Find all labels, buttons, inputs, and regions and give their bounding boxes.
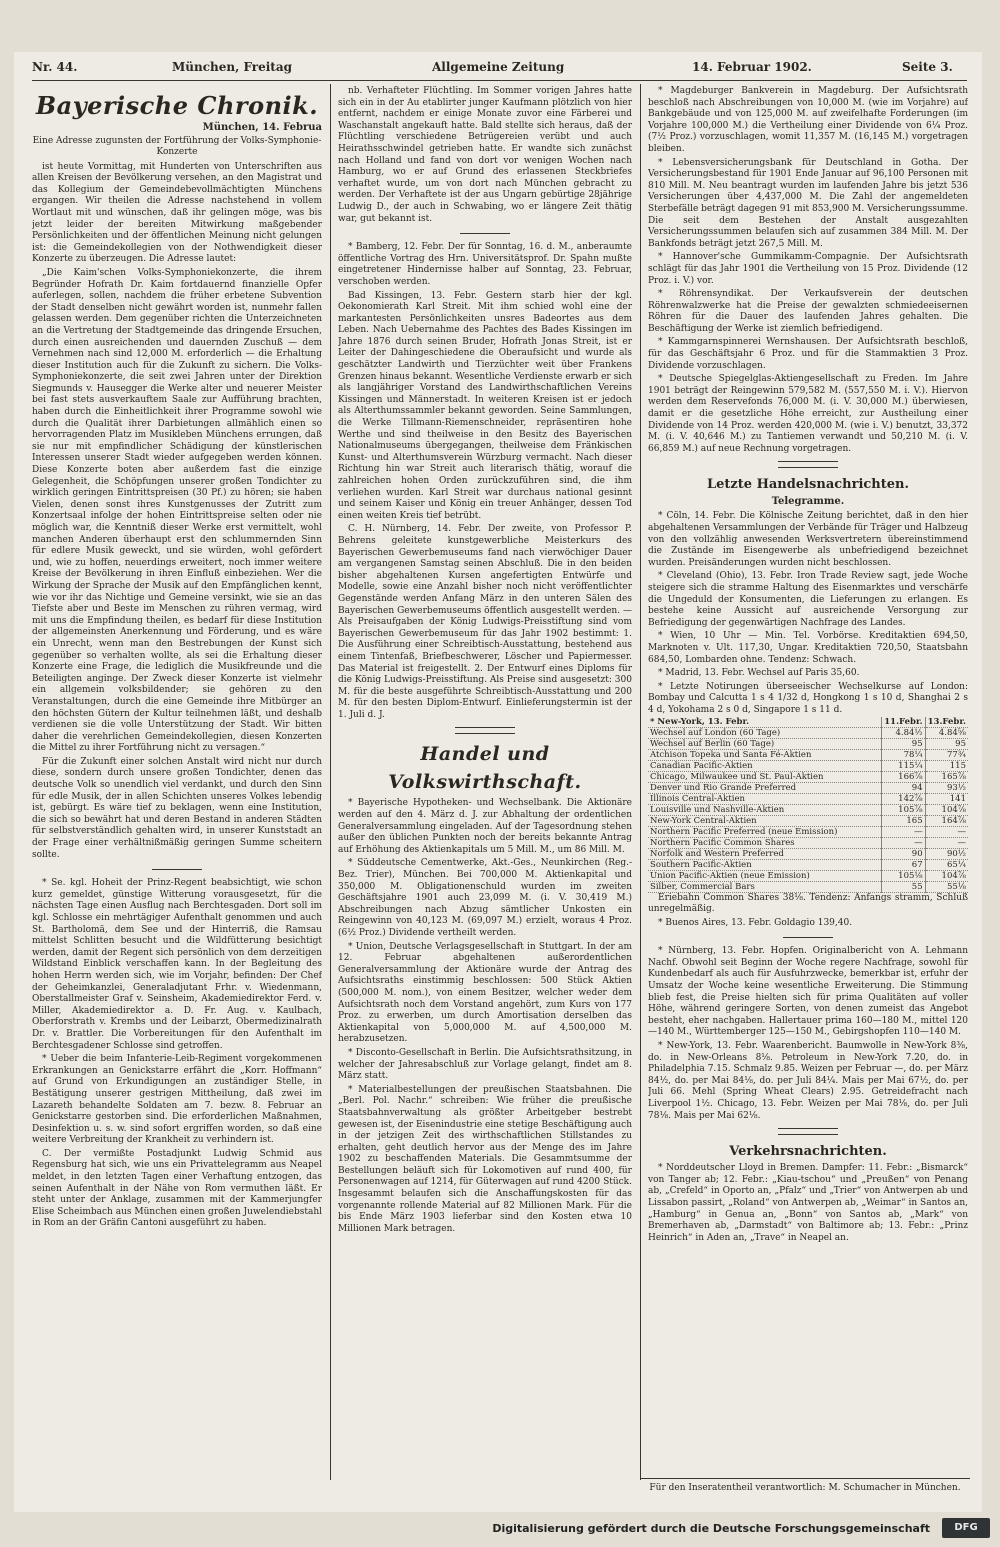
column-1 <box>32 86 322 1486</box>
new-york-rates-table <box>648 717 968 893</box>
table-row <box>648 749 968 760</box>
table-row <box>648 815 968 826</box>
section-title-latest-trade-news: Letzte Handelsnachrichten. <box>706 477 910 493</box>
section-title-bavarian-chronicle: Bayerische Chronik. <box>35 91 319 120</box>
rate-label: Canadian Pacific-Aktien <box>648 760 882 771</box>
column-2 <box>338 86 632 1486</box>
rate-value: 78¼ <box>882 749 925 760</box>
rate-label: Union Pacific-Aktien (neue Emission) <box>648 870 882 881</box>
article-paragraph: * Madrid, 13. Febr. Wechsel auf Paris 35,60. <box>658 668 860 679</box>
article-paragraph: * New-York, 13. Febr. Waarenbericht. Baumwolle in New-York 8⅜, do. in New-Orleans 8⅛. Petroleum in New-York 7.20, do. in Philadelphia 7.15. Schmalz 9.85. Weizen per Februar —, do. per März 84½, do. per Mai 84⅛, do. per Juli 84¼. Mais per Mai 67½, do. per Juli 66. Mehl (Spring Wheat Clears) 2.95. Getreidefracht nach Liverpool 1½. Chicago, 13. Febr. Weizen per Mai 78⅛, do. per Juli 78⅛. Mais per Mai 62⅛. <box>648 1041 968 1121</box>
rate-value: 4.84⅝ <box>925 727 968 738</box>
place-day: München, Freitag <box>172 60 293 74</box>
article-paragraph: * Union, Deutsche Verlagsgesellschaft in Stuttgart. In der am 12. Februar abgehaltenen außerordentlichen Generalversammlung der Aktionäre wurde der Antrag des Aufsichtsraths einstimmig beschlossen: 500 Stück Aktien (500,000 M. nom.), von einem Besitzer, welcher weder dem Aufsichtsrath noch dem Vorstand angehört, zum Kurs von 177 Proz. zu erwerben, um durch Amortisation derselben das Aktienkapital von 5,000,000 M. auf 4,500,000 M. herabzusetzen. <box>338 941 632 1045</box>
table-row <box>648 870 968 881</box>
table-header-row <box>648 717 968 728</box>
column-header: 13.Febr. <box>925 717 968 728</box>
table-row <box>648 738 968 749</box>
table-row <box>648 859 968 870</box>
rate-value: — <box>925 837 968 848</box>
article-paragraph: * Röhrensyndikat. Der Verkaufsverein der deutschen Röhrenwalzwerke hat die Preise der gewalzten schmiedeeisernen Röhren für die Dauer des laufenden Jahres gehalten. Die Beschäftigung der Werke ist ziemlich befriedigend. <box>648 289 968 334</box>
table-row <box>648 793 968 804</box>
rate-value: 65¼ <box>925 859 968 870</box>
rate-value: 142⅞ <box>882 793 925 804</box>
rates-note: Eriebahn Common Shares 38⅛. Tendenz: Anfangs stramm, Schluß unregelmäßig. <box>648 892 968 915</box>
rate-label: Denver und Rio Grande Preferred <box>648 782 882 793</box>
article-paragraph: ist heute Vormittag, mit Hunderten von Unterschriften aus allen Kreisen der Bevölkerung versehen, an den Magistrat und das Kollegium der Gemeindebevollmächtigten Münchens ergangen. Wir theilen die Adresse nachstehend in vollem Wortlaut mit und wünschen, daß ihr gelingen möge, was bis jetzt leider der bereiten Mitwirkung maßgebender Persönlichkeiten und der öffentlichen Meinung nicht gelungen ist: die Gemeindekollegien von der Nothwendigkeit dieser Konzerte zu überzeugen. Die Adresse lautet: <box>32 161 322 265</box>
article-paragraph: * Nürnberg, 13. Febr. Hopfen. Originalbericht von A. Lehmann Nachf. Obwohl seit Beginn der Woche regere Nachfrage, sowohl für Kundenbedarf als auch für Ausfuhrzwecke, bemerkbar ist, erfuhr der Umsatz der Woche keine wesentliche Erweiterung. Die Stimmung blieb fest, die Preise hielten sich für prima Qualitäten auf voller Höhe, während geringere Sorten, von denen zumeist das Angebot besteht, eher nachgaben. Hallertauer prima 160—180 M., mittel 120—140 M., Württemberger 125—150 M., Gebirgshopfen 110—140 M. <box>648 946 968 1038</box>
dfg-logo <box>942 1518 990 1538</box>
section-title-traffic-news: Verkehrsnachrichten. <box>729 1144 887 1160</box>
article-paragraph: * Bayerische Hypotheken- und Wechselbank. Die Aktionäre werden auf den 4. März d. J. zur Abhaltung der ordentlichen Generalversammlung eingeladen. Auf der Tagesordnung stehen außer den üblichen Punkten noch der bereits bekannte Antrag auf Erhöhung des Aktienkapitals um 5 Mill. M., um 86 Mill. M. <box>338 798 632 855</box>
footer-rule <box>640 1478 970 1479</box>
rate-value: 166⅞ <box>882 771 925 782</box>
rate-value: 115¼ <box>882 760 925 771</box>
article-paragraph: * Kammgarnspinnerei Wernshausen. Der Aufsichtsrath beschloß, für das Geschäftsjahr 6 Proz. und für die Stammaktien 3 Proz. Dividende vorzuschlagen. <box>648 337 968 371</box>
article-paragraph: * Se. kgl. Hoheit der Prinz-Regent beabsichtigt, wie schon kurz gemeldet, günstige Witterung vorausgesetzt, für die nächsten Tage einen Ausflug nach Berchtesgaden. Dort soll im kgl. Schlosse ein mehrtägiger Aufenthalt genommen und auch St. Bartholomä, dem See und der Hinterriß, die Ramsau mittelst Schlitten besucht und die Wildfütterung besichtigt werden, damit der Regent sich persönlich von dem derzeitigen Wildstand Einblick verschaffen kann. In der Begleitung des hohen Herrn werden sich, wie im Vorjahr, befinden: Der Chef der Geheimkanzlei, Generaladjutant Frhr. v. Wiedenmann, Oberstallmeister Graf v. Seinsheim, Akademiedirektor Ferd. v. Miller, Akademiedirektor a. D. Fr. Aug. v. Kaulbach, Oberforstrath v. Krembs und der Leibarzt, Obermedizinalrath Dr. v. Brattler. Die Vorbereitungen für den Aufenthalt im Berchtesgadener Schlosse sind getroffen. <box>32 878 322 1051</box>
rate-value: — <box>882 837 925 848</box>
ornament-rule <box>778 1128 838 1135</box>
article-paragraph: * Bamberg, 12. Febr. Der für Sonntag, 16. d. M., anberaumte öffentliche Vortrag des Hrn. Universitätsprof. Dr. Spahn mußte eingetretener Hindernisse halber auf Sonntag, 23. Februar, verschoben werden. <box>338 242 632 287</box>
rate-value: 93½ <box>925 782 968 793</box>
rate-value: — <box>882 826 925 837</box>
article-paragraph: * Letzte Notirungen überseeischer Wechselkurse auf London: Bombay und Calcutta 1 s 4 1/32 d, Hongkong 1 s 10 d, Shanghai 2 s 4 d, Yokohama 2 s 0 d, Singapore 1 s 11 d. <box>648 681 968 715</box>
page-header <box>32 58 967 78</box>
rate-value: 55 <box>882 881 925 892</box>
article-paragraph: * Süddeutsche Cementwerke, Akt.-Ges., Neunkirchen (Reg.-Bez. Trier), München. Bei 700,000 M. Aktienkapital und 350,000 M. Obligationenschuld wurden im zweiten Geschäftsjahre 1901 auch 23,099 M. (i. V. 30,419 M.) Abschreibungen nach Abzug sämtlicher Unkosten ein Reingewinn von 40,123 M. (69,097 M.) erzielt, woraus 4 Proz. (6½ Proz.) Dividende vertheilt werden. <box>338 858 632 938</box>
rate-value: 90½ <box>925 848 968 859</box>
rate-label: Southern Pacific-Aktien <box>648 859 882 870</box>
rate-value: 115 <box>925 760 968 771</box>
rates-body <box>648 727 968 892</box>
table-row <box>648 760 968 771</box>
divider <box>152 869 202 870</box>
article-paragraph: * Magdeburger Bankverein in Magdeburg. Der Aufsichtsrath beschloß nach Abschreibungen von 10,000 M. (wie im Vorjahre) auf Bankgebäude und von 125,000 M. auf zweifelhafte Forderungen (im Vorjahre 100,000 M.) die Vertheilung einer Dividende von 6¼ Proz. (7½ Proz.) vorzuschlagen, womit 11,357 M. (16,145 M.) vorgetragen bleiben. <box>648 86 968 154</box>
rate-label: Wechsel auf London (60 Tage) <box>648 727 882 738</box>
rate-value: 164⅞ <box>925 815 968 826</box>
article-paragraph: * Materialbestellungen der preußischen Staatsbahnen. Die „Berl. Pol. Nachr.“ schreiben: Wie früher die preußische Staatsbahnverwaltung als größter Arbeitgeber bestrebt gewesen ist, der Eisenindustrie eine stetige Beschäftigung auch in der jetzigen Zeit des wirthschaftlichen Stillstandes zu erhalten, geht deutlich hervor aus der Menge des im Jahre 1902 zu beschaffenden Materials. Die Gesammtsumme der Bestellungen beläuft sich für Lokomotiven auf rund 400, für Personenwagen auf 1214, für Güterwagen auf rund 4200 Stück. Insgesammt belaufen sich die Anschaffungskosten für das vorgenannte rollende Material auf 82 Millionen Mark. Für die bis Ende März 1903 lieferbar sind den Kosten etwa 10 Millionen Mark betragen. <box>338 1084 632 1234</box>
dateline: München, 14. Februa <box>202 122 322 133</box>
issue-number: Nr. 44. <box>32 60 78 74</box>
article-paragraph: Für die Zukunft einer solchen Anstalt wird nicht nur durch diese, sondern durch unsere großen Tondichter, denen das deutsche Volk so unendlich viel verdankt, und durch den Sinn für edle Musik, der in allen Schichten unseres Volkes lebendig ist, gebürgt. Es wäre tief zu beklagen, wenn eine Institution, die sich so bewährt hat und deren Bestand in anderen Städten für selbstverständlich gehalten wird, in unserer Kunststadt an der Frage einer verhältnißmäßig geringen Summe scheitern sollte. <box>32 756 322 860</box>
rate-value: 95 <box>925 738 968 749</box>
article-paragraph: Bad Kissingen, 13. Febr. Gestern starb hier der kgl. Oekonomierath Karl Streit. Mit ihm schied wohl eine der markantesten Persönlichkeiten unsres Badeortes aus dem Leben. Nach Uebernahme des Pachtes des Bades Kissingen im Jahre 1876 durch seinen Bruder, Hofrath Jonas Streit, ist er Leiter der Dahingeschiedene die Oberaufsicht und wurde als geschätzter Landwirth und Tierzüchter weit über Frankens Grenzen hinaus bekannt. Wesentliche Verdienste erwarb er sich als langjähriger Vorstand des Landwirthschaftlichen Vereins Kissingen und Männerstadt. In weiteren Kreisen ist er jedoch als Alterthumssammler bekannt geworden. Seine Sammlungen, die Werke Tillmann-Riemenschneider, repräsentiren hohe Werthe und sind theilweise in den Besitz des Bayerischen Nationalmuseums übergegangen, theilweise dem Fränkischen Kunst- und Alterthumsverein Würzburg vermacht. Nach dieser Richtung hin war Streit auch literarisch thätig, worauf die zahlreichen hohen Orden zurückzuführen sind, die ihm verliehen wurden. Karl Streit war durchaus national gesinnt und seinem Kaiser und König ein treuer Anhänger, dessen Tod einen weiten Kreis tief betrübt. <box>338 290 632 521</box>
page-number: Seite 3. <box>902 60 953 74</box>
rate-value: 77¾ <box>925 749 968 760</box>
article-paragraph: C. H. Nürnberg, 14. Febr. Der zweite, von Professor P. Behrens geleitete kunstgewerbliche Meisterkurs des Bayerischen Gewerbemuseums fand nach vierwöchiger Dauer am vergangenen Samstag seinen Abschluß. Die in den beiden bisher abgehaltenen Kursen angefertigten Entwürfe und Modelle, sowie eine Anzahl bisher noch nicht veröffentlichter Gegenstände werden Anfang März in den unteren Sälen des Bayerischen Gewerbemuseums öffentlich ausgestellt werden. — Als Preisaufgaben der König Ludwigs-Preisstiftung sind vom Bayerischen Gewerbemuseum für das Jahr 1902 bestimmt: 1. Die Ausführung einer Schreibtisch-Ausstattung, bestehend aus einem Tintenfaß, Briefbeschwerer, Löscher und Papiermesser. Das Material ist freigestellt. 2. Der Entwurf eines Diploms für die König Ludwigs-Preisstiftung. Als Preise sind ausgesetzt: 300 M. für die beste ausgeführte Schreibtisch-Ausstattung und 200 M. für den besten Diplom-Entwurf. Einlieferungstermin ist der 1. Juli d. J. <box>338 524 632 720</box>
article-paragraph: * Hannover'sche Gummikamm-Compagnie. Der Aufsichtsrath schlägt für das Jahr 1901 die Vertheilung von 15 Proz. Dividende (12 Proz. i. V.) vor. <box>648 252 968 286</box>
rate-value: 67 <box>882 859 925 870</box>
column-header: 11.Febr. <box>882 717 925 728</box>
rate-value: 105⅞ <box>882 804 925 815</box>
article-paragraph: nb. Verhafteter Flüchtling. Im Sommer vorigen Jahres hatte sich ein in der Au etablirter junger Kaufmann plötzlich von hier entfernt, nachdem er einige Monate zuvor eine Färberei und Waschanstalt angekauft hatte. Bald stellte sich heraus, daß der Flüchtling verschiedene Betrügereien verübt und auch Heirathsschwindel getrieben hatte. Er wandte sich zunächst nach Holland und fand von dort vor wenigen Wochen nach Hamburg, wo er auf Grund des erlassenen Steckbriefes verhaftet wurde, um von dort nach München gebracht zu werden. Der Verhaftete ist der aus Ungarn gebürtige 28jährige Ludwig D., der auch in Schwabing, wo er längere Zeit thätig war, gut bekannt ist. <box>338 86 632 224</box>
ornament-rule <box>455 727 515 734</box>
article-paragraph: * Lebensversicherungsbank für Deutschland in Gotha. Der Versicherungsbestand für 1901 Ende Januar auf 96,100 Personen mit 810 Mill. M. Neu beantragt wurden im laufenden Jahre bis jetzt 536 Versicherungen über 4,437,000 M. Die Zahl der angemeldeten Sterbefälle beträgt dagegen 91 mit 853,900 M. Versicherungssumme. Die seit dem Bestehen der Anstalt ausgezahlten Versicherungssummen belaufen sich auf zusammen 384 Mill. M. Der Bankfonds beträgt jetzt 267,5 Mill. M. <box>648 157 968 249</box>
column-divider-1 <box>330 84 331 1480</box>
rate-value: — <box>925 826 968 837</box>
digitization-credit: Digitalisierung gefördert durch die Deutsche Forschungsgemeinschaft <box>492 1522 930 1535</box>
rate-value: 104⅞ <box>925 870 968 881</box>
imprint-line: Für den Inseratentheil verantwortlich: M. Schumacher in München. <box>649 1483 961 1493</box>
ornament-rule <box>778 461 838 468</box>
rate-value: 165⅞ <box>925 771 968 782</box>
article-paragraph: * Norddeutscher Lloyd in Bremen. Dampfer: 11. Febr.: „Bismarck“ von Tanger ab; 12. Febr.: „Kiau-tschou“ und „Preußen“ von Penang ab, „Crefeld“ in Oporto an, „Pfalz“ und „Trier“ von Antwerpen ab und Lissabon passirt, „Roland“ von Antwerpen ab, „Weimar“ in Santos an, „Hamburg“ in Genua an, „Bonn“ von Santos ab, „Mark“ von Bremerhaven ab, „Darmstadt“ von Baltimore ab; 13. Febr.: „Prinz Heinrich“ in Aden an, „Trave“ in Neapel an. <box>648 1163 968 1243</box>
article-paragraph: * Deutsche Spiegelglas-Aktiengesellschaft zu Freden. Im Jahre 1901 beträgt der Reingewinn 579,582 M. (557,550 M. i. V.). Hiervon werden dem Reservefonds 76,000 M. (i. V. 30,000 M.) überwiesen, damit er die gesetzliche Höhe erreicht, zur Austheilung einer Dividende von 14 Proz. werden 420,000 M. (wie i. V.) benutzt, 33,372 M. (i. V. 40,646 M.) zu Tantiemen verwandt und 50,210 M. (i. V. 66,859 M.) auf neue Rechnung vorgetragen. <box>648 374 968 454</box>
rate-value: 55⅛ <box>925 881 968 892</box>
column-3 <box>648 86 968 1476</box>
rate-value: 4.84½ <box>882 727 925 738</box>
article-paragraph: * Cöln, 14. Febr. Die Kölnische Zeitung berichtet, daß in den hier abgehaltenen Versammlungen der Verbände für Träger und Halbzeug von den vollzählig anwesenden Werksvertretern übereinstimmend die Zustände im Eisengewerbe als unbefriedigend bezeichnet wurden. Preisänderungen wurden nicht beschlossen. <box>648 511 968 568</box>
table-row <box>648 837 968 848</box>
table-row <box>648 826 968 837</box>
column-divider-2 <box>640 84 641 1480</box>
header-rule <box>32 80 967 81</box>
article-paragraph: * Cleveland (Ohio), 13. Febr. Iron Trade Review sagt, jede Woche steigere sich die stramme Haltung des Eisenmarktes und verschärfe die Ungeduld der Konsumenten, die Lieferungen zu erlangen. Es bestehe keine Aussicht auf ausreichende Versorgung zur Befriedigung der gegenwärtigen Nachfrage des Landes. <box>648 571 968 628</box>
table-row <box>648 804 968 815</box>
rate-label: Northern Pacific Common Shares <box>648 837 882 848</box>
rate-value: 94 <box>882 782 925 793</box>
rate-label: Silber, Commercial Bars <box>648 881 882 892</box>
rate-value: 95 <box>882 738 925 749</box>
table-row <box>648 782 968 793</box>
rate-label: Louisville und Nashville-Aktien <box>648 804 882 815</box>
divider <box>783 937 833 938</box>
issue-date: 14. Februar 1902. <box>692 60 812 74</box>
rates-title: * New-York, 13. Febr. <box>648 717 882 728</box>
newspaper-name: Allgemeine Zeitung <box>432 60 565 74</box>
rate-value: 90 <box>882 848 925 859</box>
article-paragraph: * Buenos Aires, 13. Febr. Goldagio 139,40. <box>658 917 853 928</box>
rate-label: Northern Pacific Preferred (neue Emission) <box>648 826 882 837</box>
telegrams-heading: Telegramme. <box>771 496 845 508</box>
table-row <box>648 727 968 738</box>
rate-label: Atchison Topeka und Santa Fé-Aktien <box>648 749 882 760</box>
table-row <box>648 848 968 859</box>
rate-label: Norfolk and Western Preferred <box>648 848 882 859</box>
article-subhead: Eine Adresse zugunsten der Fortführung der Volks-Symphonie-Konzerte <box>32 135 322 157</box>
rate-label: Chicago, Milwaukee und St. Paul-Aktien <box>648 771 882 782</box>
divider <box>460 233 510 234</box>
section-title-trade-economy: Handel und Volkswirthschaft. <box>388 743 582 794</box>
rate-value: 104⅞ <box>925 804 968 815</box>
article-paragraph: C. Der vermißte Postadjunkt Ludwig Schmid aus Regensburg hat sich, wie uns ein Privattelegramm aus Neapel meldet, in den letzten Tagen einer Verhaftung entzogen, das seinen Aufenthalt in der Nähe von Rom vermuthen läßt. Er steht unter der Anklage, zusammen mit der Kammerjungfer Elise Scheimbach aus München einen großen Juwelendiebstahl in Rom an der Gräfin Cantoni ausgeführt zu haben. <box>32 1148 322 1229</box>
article-paragraph: „Die Kaim'schen Volks-Symphoniekonzerte, die ihrem Begründer Hofrath Dr. Kaim fortdauernd finanzielle Opfer auferlegen, sollen, nachdem die früher erbetene Subvention der Stadt denselben nicht gewährt worden ist, nunmehr fallen gelassen werden. Dem gegenüber richten die Unterzeichneten an die Vertretung der Stadtgemeinde das dringende Ersuchen, durch einen ausreichenden und dauernden Zuschuß — dem Vernehmen nach sind 12,000 M. erforderlich — die Erhaltung dieser Institution auch für die Zukunft zu sichern. Die Volks-Symphoniekonzerte, die seit zwei Jahren unter der Direktion Siegmunds v. Hausegger die Werke alter und neuerer Meister bei fast stets ausverkauftem Saale zur Aufführung brachten, haben durch die Einheitlichkeit ihrer Programme sowohl wie durch die Qualität ihrer Darbietungen allmählich einen so hervorragenden Platz im Musikleben Münchens errungen, daß sie nur mit empfindlicher Schädigung der künstlerischen Interessen unserer Stadt wieder aufgegeben werden können. Diese Konzerte boten aber außerdem fast die einzige Gelegenheit, die Schöpfungen unserer großen Tondichter zu wirklich geringen Eintrittspreisen (30 Pf.) zu hören; sie haben Vielen, denen sonst ihres Kunstgenusses der Zutritt zum Konzertsaal infolge der hohen Eintrittspreise selten oder nie möglich war, die Kenntniß dieser Werke erst vermittelt, wohl manchen Anderen überhaupt erst den schlummernden Sinn für edlere Musik geweckt, und sie würden, wohl gefördert und, wie zu hoffen, neuerdings erweitert, noch immer weitere Kreise der Bevölkerung in ihren Einfluß einbeziehen. Wer die Wirkung der Sprache der Musik auf den Empfänglichen kennt, wie vor ihr das Nichtige und Gemeine versinkt, wie sie an das Tiefste aber und Beste im Menschen zu rühren vermag, wird mit uns die Empfindung theilen, es bedarf für diese Institution der allgemeinsten Anerkennung und Förderung, und es wäre ein Unrecht, wenn man den Bestrebungen der Kunst sich gegenüber so verhalten wollte, als sei die Erhaltung dieser Konzerte eine Frage, die lediglich die Musikfreunde und die Beteiligten anginge. Der Zweck dieser Konzerte ist vielmehr ein allgemein volksbildender; sie gehören zu den Veranstaltungen, durch die eine Gemeinde ihre Mitbürger an den höchsten Gütern der Kultur teilnehmen läßt, und deshalb verdienen sie die volle Unterstützung der Stadt. Wir bitten daher die verehrlichen Gemeindekollegien, diesen Konzerten die Mittel zu ihrer Fortführung nicht zu versagen.“ <box>32 267 322 754</box>
dfg-logo-text: DFG <box>954 1522 978 1533</box>
rate-value: 141 <box>925 793 968 804</box>
table-row <box>648 771 968 782</box>
rate-label: Wechsel auf Berlin (60 Tage) <box>648 738 882 749</box>
rate-value: 165 <box>882 815 925 826</box>
rate-label: New-York Central-Aktien <box>648 815 882 826</box>
article-paragraph: * Ueber die beim Infanterie-Leib-Regiment vorgekommenen Erkrankungen an Genickstarre erfährt die „Korr. Hoffmann“ auf Grund von Erkundigungen an zuständiger Stelle, in Bestätigung unserer gestrigen Mittheilung, daß zwei im Lazareth behandelte Soldaten am 7. bezw. 8. Februar an Genickstarre gestorben sind. Die erforderlichen Maßnahmen, Desinfektion u. s. w. sind sofort ergriffen worden, so daß eine weitere Verbreitung der Krankheit zu verhindern ist. <box>32 1054 322 1146</box>
table-row <box>648 881 968 892</box>
rate-label: Illinois Central-Aktien <box>648 793 882 804</box>
rate-value: 105⅛ <box>882 870 925 881</box>
article-paragraph: * Disconto-Gesellschaft in Berlin. Die Aufsichtsrathsitzung, in welcher der Jahresabschluß zur Vorlage gelangt, findet am 8. März statt. <box>338 1047 632 1082</box>
article-paragraph: * Wien, 10 Uhr — Min. Tel. Vorbörse. Kreditaktien 694,50, Marknoten v. Ult. 117,30, Ungar. Kreditaktien 720,50, Staatsbahn 684,50, Lombarden ohne. Tendenz: Schwach. <box>648 631 968 665</box>
